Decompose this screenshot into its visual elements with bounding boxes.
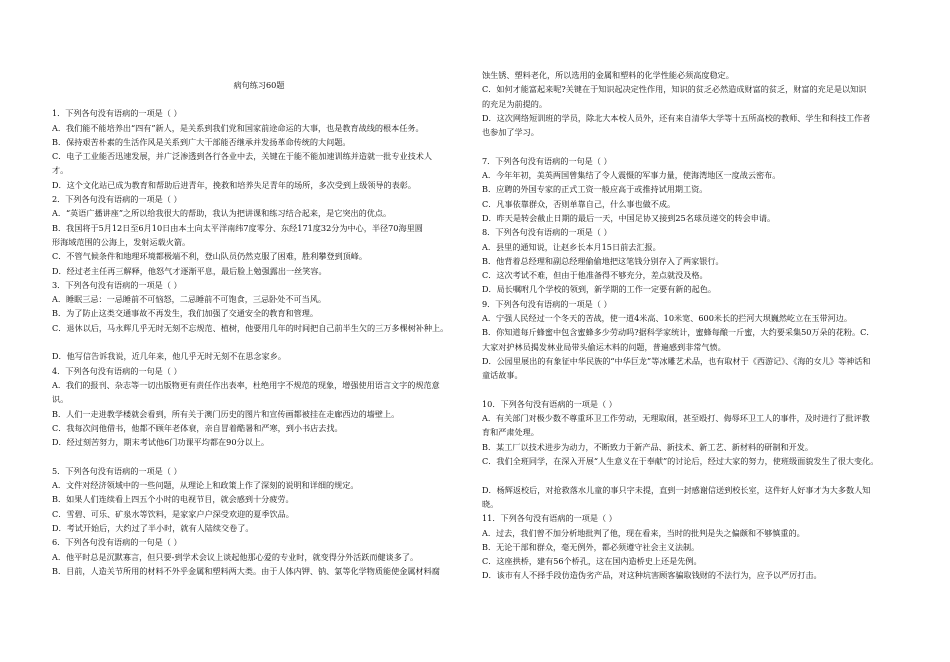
text-line: B．为了防止这类交通事故不再发生，我们加强了交通安全的教育和管理。 — [52, 308, 318, 319]
text-line: A．“英语广播讲座”之所以给我很大的帮助，我认为把讲课和练习结合起来，是它突出的优点。 — [52, 208, 392, 219]
text-line: A．宁强人民经过一个冬天的苦战，使一道4米高、10米宽、600米长的拦河大坝巍然屹立在玉带河边。 — [482, 313, 853, 324]
text-line: B．无论干部和群众，毫无例外，都必须遵守社会主义法制。 — [482, 541, 700, 552]
text-line: B．他背着总经理和副总经理偷偷地把这笔钱分别存入了两家银行。 — [482, 255, 724, 266]
text-line: D．这个文化站已成为教育和帮助后进青年，挽救和培养失足青年的场所，多次受到上级领导的表彰。 — [52, 179, 417, 190]
text-line: 大家对护林员揭发林业局带头偷运木料的问题，普遍感到非常气愤。 — [482, 341, 726, 352]
blank-line — [482, 383, 898, 397]
question-stem: 7．下列各句没有语病的一句是（ ） — [482, 155, 612, 166]
text-line: D．昨天是转会截止日期的最后一天，中国足协又接到25名球员递交的转会申请。 — [482, 212, 776, 223]
text-line: A．有关部门对极少数不尊重环卫工作劳动，无理取闹，甚至殴打、侮辱环卫工人的事件，及时进行了批评教 — [482, 413, 870, 424]
question-stem: 6．下列各句没有语病的一句是（ ） — [52, 537, 182, 548]
text-line: C．电子工业能否迅速发展，并广泛渗透到各行各业中去，关键在于能不能加速训练并造就一批专业技术人 — [52, 151, 432, 162]
text-line: B．保持艰苦朴素的生活作风是关系到广大干部能否继承并发扬革命传统的大问题。 — [52, 136, 351, 147]
right-column — [482, 68, 898, 583]
blank-line — [52, 335, 466, 349]
text-line: C．如何才能富起来呢?关键在于知识起决定性作用，知识的贫乏必然造成财富的贫乏，财富的充足是以知识 — [482, 84, 867, 95]
text-line: A．我们能不能培养出“四有”新人，是关系到我们党和国家前途命运的大事，也是教育战线的根本任务。 — [52, 122, 424, 133]
text-line: A．县里的通知说，让赵乡长本月15日前去汇报。 — [482, 241, 661, 252]
text-line: B．某工厂以技术进步为动力，不断致力于新产品、新技术、新工艺、新材料的研制和开发。 — [482, 441, 813, 452]
text-line: 才。 — [52, 165, 69, 176]
document-title: 病句练习60题 — [233, 80, 285, 90]
question-stem: 3．下列各句没有语病的一项是（ ） — [52, 279, 182, 290]
text-line: D．局长嘱咐几个学校的领到，新学期的工作一定要有新的起色。 — [482, 284, 717, 295]
text-line: D．公园里展出的有象征中华民族的“中华巨龙”等冰雕艺术品，也有取材于《西游记》、《海的女儿》等神话和 — [482, 355, 871, 366]
text-line: 童话故事。 — [482, 370, 523, 381]
text-line: D．考试开始后，大约过了半小时，就有人陆续交卷了。 — [52, 522, 254, 533]
question-stem: 4．下列各句没有语病的一句是（ ） — [52, 365, 182, 376]
text-line: 识。 — [52, 394, 69, 405]
blank-line — [482, 139, 898, 153]
text-line: D．杨辉返校后，对抢救落水儿童的事只字未提，直到一封感谢信送到校长室，这件好人好事才为大多数人知 — [482, 484, 871, 495]
text-line: C．这座拱桥，建有56个桥孔，这在国内造桥史上还是先例。 — [482, 556, 702, 567]
text-line: B．人们一走进教学楼就会看到，所有关于澳门历史的图片和宣传画都被挂在走廊西边的墙壁上。 — [52, 408, 400, 419]
question-stem: 2．下列各句没有语病的一项是（ ） — [52, 194, 182, 205]
blank-line — [482, 468, 898, 482]
text-line: C．不管气候条件和地理环境都极端不利，登山队员仍然克服了困难，胜利攀登到顶峰。 — [52, 251, 367, 262]
text-line: B．如果人们连续看上四五个小时的电视节目，就会感到十分疲劳。 — [52, 494, 294, 505]
text-line: 的充足为前提的。 — [482, 98, 548, 109]
text-line: 育和严肃处理。 — [482, 427, 539, 438]
text-line: 蚀生锈、塑料老化，所以选用的金属和塑料的化学性能必须高度稳定。 — [482, 70, 734, 80]
question-stem: 11．下列各句没有语病的一项是（ ） — [482, 513, 617, 524]
left-column-text — [52, 106, 466, 578]
text-line: C．这次考试不难，但由于他准备得不够充分，差点就没及格。 — [482, 270, 708, 281]
question-stem: 8．下列各句没有语病的一项是（ ） — [482, 227, 612, 238]
text-line: D．该市有人不择手段仿造伪劣产品，对这种坑害顾客骗取钱财的不法行为，应予以严厉打击。 — [482, 570, 822, 581]
text-line: C．我每次问他借书，他都不顾年老体衰，亲自冒着酷暑和严寒，到小书店去找。 — [52, 422, 343, 433]
question-stem: 5．下列各句没有语病的一项是（ ） — [52, 465, 182, 476]
text-line: D．经过刻苦努力，期末考试他6门功课平均都在90分以上。 — [52, 437, 270, 448]
text-line: C．雪碧、可乐、矿泉水等饮料，是家家户户深受欢迎的夏季饮品。 — [52, 508, 294, 519]
text-line: A．过去，我们曾不加分析地批判了他，现在看来，当时的批判是失之偏颇和不够慎重的。 — [482, 527, 805, 538]
text-line: D．他写信告诉我说，近几年来，他几乎无时无刻不在思念家乡。 — [52, 351, 287, 362]
text-line: 晓。 — [482, 498, 499, 509]
text-line: C．我们全班同学，在深入开展“人生意义在于奉献”的讨论后，经过大家的努力，使班级面貌发生了很大变化。 — [482, 456, 879, 467]
question-stem: 9．下列各句没有语病的一项是（ ） — [482, 298, 612, 309]
text-line: A．我们的报刊、杂志等一切出版物更有责任作出表率，杜绝用字不规范的现象，增强使用语言文字的规范意 — [52, 379, 440, 390]
right-column-text — [482, 68, 898, 583]
text-line: B．应聘的外国专家的正式工资一般应高于或推持试用期工资。 — [482, 184, 708, 195]
text-line: B．目前，人造关节所用的材料不外乎金属和塑料两大类。由于人体内钾、钠、氯等化学物质能使金属材料腐 — [52, 565, 440, 576]
text-line: A．他平时总是沉默寡言，但只要-到学术会议上谈起他那心爱的专业时，就变得分外活跃而健谈多了。 — [52, 551, 419, 562]
text-line: A．睡眠三忌：一忌睡前不可恼怒，二忌睡前不可饱食，三忌卧处不可当风。 — [52, 294, 326, 305]
text-line: D．经过老主任再三解释，他怒气才逐渐平息，最后脸上勉强露出一丝笑容。 — [52, 265, 327, 276]
blank-line — [52, 449, 466, 463]
text-line: B．我国将于5月12日至6月10日由本土向太平洋南纬7度零分、东经171度32分为中心，半径70海里圆 — [52, 222, 423, 233]
text-line: C．凡事依靠群众，否则单靠自己，什么事也做不成。 — [482, 198, 676, 209]
text-line: D．这次网络短训班的学员，除北大本校人员外，还有来自清华大学等十五所高校的教师、学生和科技工作者 — [482, 112, 871, 123]
left-column — [52, 68, 466, 578]
text-line: 形海域范围的公海上，发射运载火箭。 — [52, 236, 191, 247]
text-line: A．文件对经济领域中的一些问题，从理论上和政策上作了深刻的说明和详细的规定。 — [52, 480, 359, 491]
text-line: A．今年年初，美英两国曾集结了令人震慑的军事力量，使海湾地区一度战云密布。 — [482, 170, 781, 181]
text-line: C．退休以后，马永辉几乎无时无刻不忘规范、植树，他要用几年的时间把自己前半生欠的三万多棵树补种上。 — [52, 322, 449, 333]
question-stem: 1．下列各句没有语病的一项是（ ） — [52, 108, 182, 119]
text-line: B．你知道每斤蜂蜜中包含蜜蜂多少劳动吗?据科学家统计，蜜蜂每酿一斤蜜，大约要采集50万朵的花粉。C． — [482, 327, 875, 338]
text-line: 也参加了学习。 — [482, 127, 539, 138]
question-stem: 10．下列各句没有语病的一项是（ ） — [482, 398, 617, 409]
